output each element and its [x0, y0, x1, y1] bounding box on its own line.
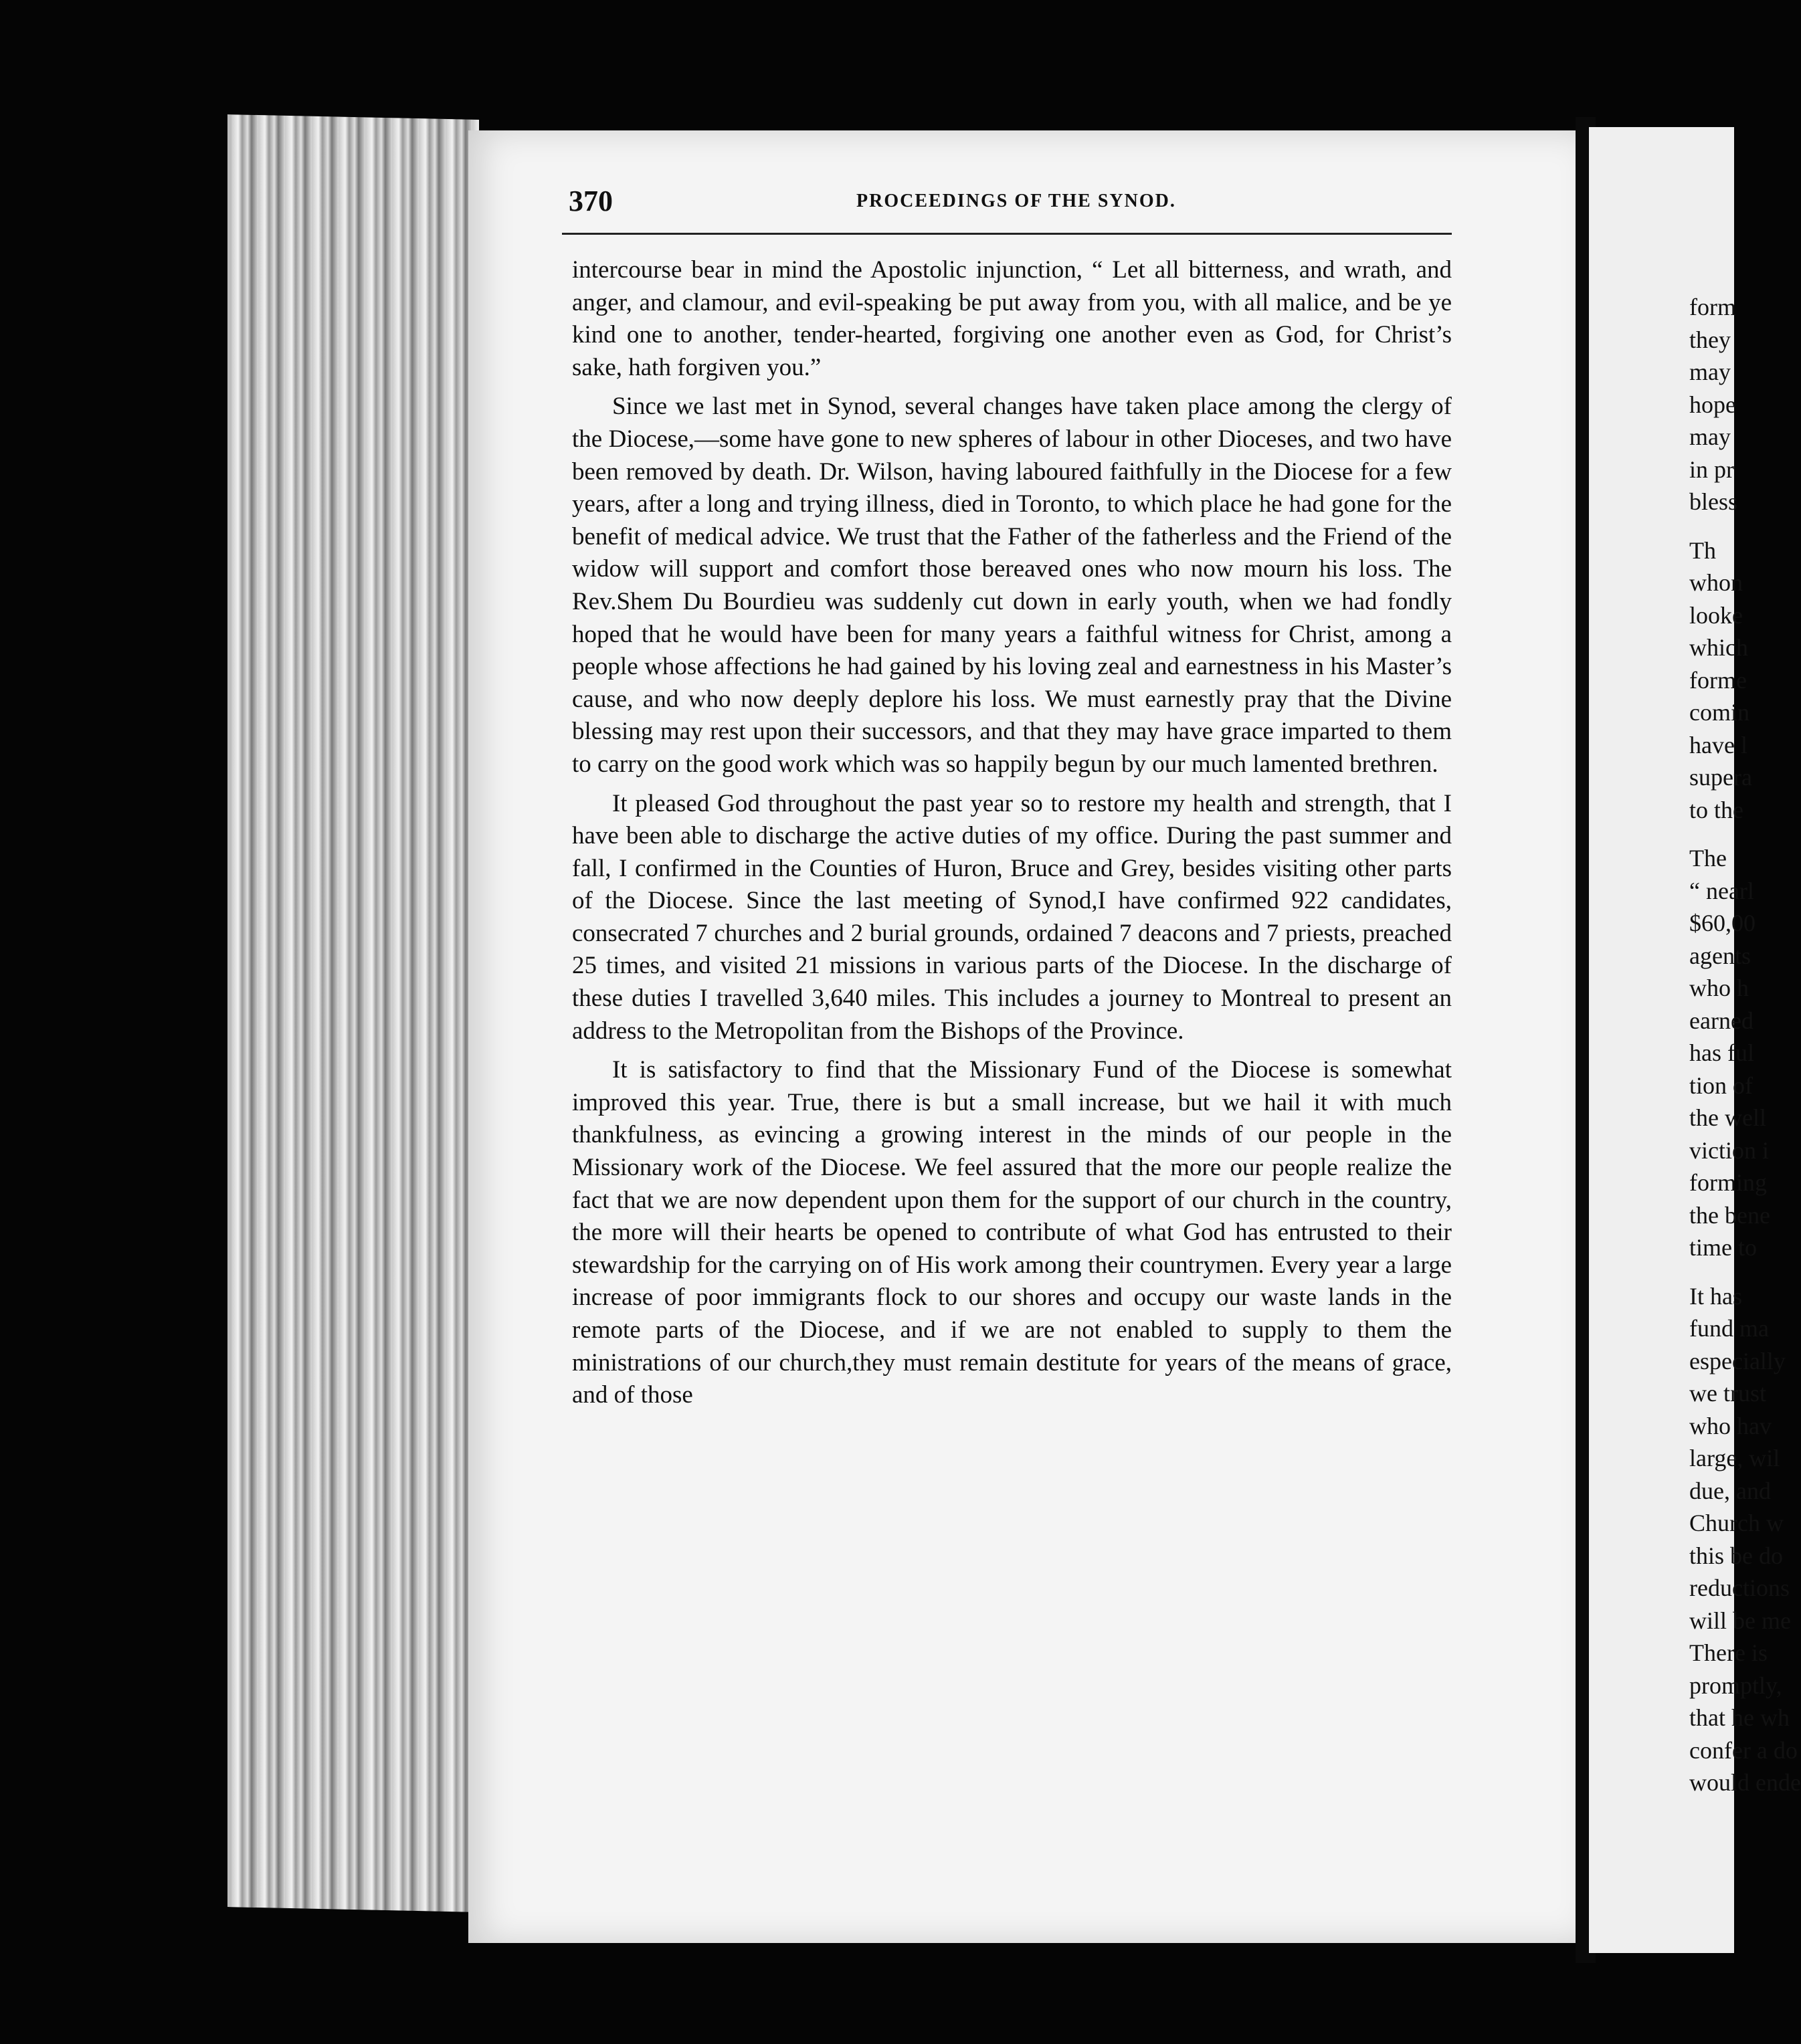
facing-page-line: time to — [1689, 1234, 1757, 1261]
facing-page-line: “ nearl — [1689, 877, 1754, 904]
header-rule — [562, 233, 1452, 235]
facing-page-line: viction i — [1689, 1136, 1769, 1164]
facing-page-line: in pr — [1689, 455, 1734, 483]
facing-page-line: form — [1689, 294, 1736, 320]
facing-page-line: the well — [1689, 1104, 1766, 1131]
facing-page-line: which — [1689, 634, 1748, 661]
facing-page-line: comin — [1689, 699, 1749, 726]
facing-page-line: supera — [1689, 764, 1752, 791]
facing-page-line: would ende — [1689, 1769, 1801, 1796]
facing-page-line: forme — [1689, 666, 1747, 694]
facing-page-line: confer a do — [1689, 1736, 1798, 1764]
facing-page-line: The — [1689, 845, 1727, 872]
facing-page-line: looke — [1689, 601, 1743, 629]
facing-page-line: Th — [1689, 536, 1716, 564]
facing-page-line: earned — [1689, 1007, 1753, 1034]
facing-page-line: may — [1689, 359, 1731, 385]
facing-page-line: It has — [1689, 1282, 1742, 1310]
facing-page-line: that he wh — [1689, 1704, 1790, 1731]
facing-page-line: to the — [1689, 796, 1743, 823]
facing-page-line: forming — [1689, 1169, 1767, 1196]
facing-page-line: promptly, — [1689, 1671, 1782, 1699]
facing-page-line: whon — [1689, 569, 1743, 596]
facing-page — [1589, 127, 1801, 1953]
facing-page-line: have l — [1689, 731, 1747, 758]
paragraph: Since we last met in Synod, several changes have taken place among the clergy of the Diocese,—some have gone to new spheres of labour in other Dioceses, and two have been removed by death. Dr. Wilson, having laboured faithfully in the Diocese for a few years, after a long and trying illness, died in Toronto, to which place he had gone for the benefit of medical advice. We trust that the Father of the fatherless and the Friend of the widow will support and comfort those bereaved ones who now mourn his loss. The Rev.Shem Du Bourdieu was suddenly cut down in early youth, when we had fondly hoped that he would have been for many years a faithful witness for Christ, among a people whose affections he had gained by his loving zeal and earnestness in his Master’s cause, and who now deeply deplore his loss. We must earnestly pray that the Divine blessing may rest upon their successors, and that they may have grace imparted to them to carry on the good work which was so happily begun by our much lamented brethren. — [572, 393, 1452, 778]
paragraph-gap — [1689, 826, 1801, 842]
paragraph: It pleased God throughout the past year so to restore my health and strength, that I have been able to discharge the active duties of my office. During the past summer and fall, I confirmed in the Counties of Huron, Bruce and Grey, besides visiting other parts of the Diocese. Since the last meeting of Synod,I have confirmed 922 candidates, consecrated 7 churches and 2 burial grounds, ordained 7 deacons and 7 priests, preached 25 times, and visited 21 missions in various parts of the Diocese. In the discharge of these duties I travelled 3,640 miles. This includes a journey to Montreal to present an address to the Metropolitan from the Bishops of the Province. — [572, 789, 1452, 1045]
facing-page-line: bless — [1689, 488, 1737, 515]
facing-page-line: Church w — [1689, 1510, 1784, 1536]
facing-page-line: due, and — [1689, 1477, 1771, 1504]
facing-page-line: $60,00 — [1689, 910, 1756, 936]
page-header — [569, 184, 1559, 224]
facing-page-line: we trust — [1689, 1380, 1766, 1407]
facing-page-line: large, wil — [1689, 1445, 1780, 1471]
page-edges — [227, 114, 479, 1912]
facing-page-line: this be do — [1689, 1542, 1783, 1569]
facing-page-line: they — [1689, 326, 1731, 353]
book-page — [468, 130, 1579, 1943]
facing-page-line: hope — [1689, 391, 1736, 418]
paragraph: intercourse bear in mind the Apostolic injunction, “ Let all bitterness, and wrath, and anger, and clamour, and evil-speaking be put away from you, with all malice, and be ye kind one to another, tender-hearted, forgiving one another even as God, for Christ’s sake, hath forgiven you.” — [572, 256, 1452, 381]
body-text — [572, 254, 1452, 1412]
facing-page-fragments — [1689, 291, 1801, 1799]
facing-page-line: may — [1689, 423, 1731, 450]
facing-page-line: who h — [1689, 975, 1749, 1001]
facing-page-line: reductions — [1689, 1574, 1790, 1601]
running-title: PROCEEDINGS OF THE SYNOD. — [856, 191, 1176, 211]
facing-page-line: especially — [1689, 1347, 1786, 1374]
paragraph: It is satisfactory to find that the Missionary Fund of the Diocese is somewhat improved this year. True, there is but a small increase, but we hail it with much thankfulness, as evincing a growing interest in the minds of our people in the Missionary work of the Diocese. We feel assured that the more our people realize the fact that we are now dependent upon them for the support of our church in the country, the more will their hearts be opened to contribute of what God has entrusted to their stewardship for the carrying on of His work among their countrymen. Every year a large increase of poor immigrants flock to our shores and occupy our waste lands in the remote parts of the Diocese, and if we are not enabled to supply to them the ministrations of our church,they must remain destitute for years of the means of grace, and of those — [572, 1056, 1452, 1409]
facing-page-line: tion of — [1689, 1071, 1753, 1099]
facing-page-line: has ful — [1689, 1039, 1754, 1066]
facing-page-line: who hav — [1689, 1412, 1772, 1439]
facing-page-line: agents — [1689, 942, 1751, 969]
facing-page-line: fund ma — [1689, 1315, 1769, 1342]
facing-page-line: There is — [1689, 1639, 1768, 1666]
page-number: 370 — [569, 185, 613, 217]
facing-page-line: the bene — [1689, 1201, 1770, 1229]
facing-page-line: will be me — [1689, 1607, 1791, 1634]
paragraph-gap — [1689, 1264, 1801, 1280]
paragraph-gap — [1689, 518, 1801, 534]
